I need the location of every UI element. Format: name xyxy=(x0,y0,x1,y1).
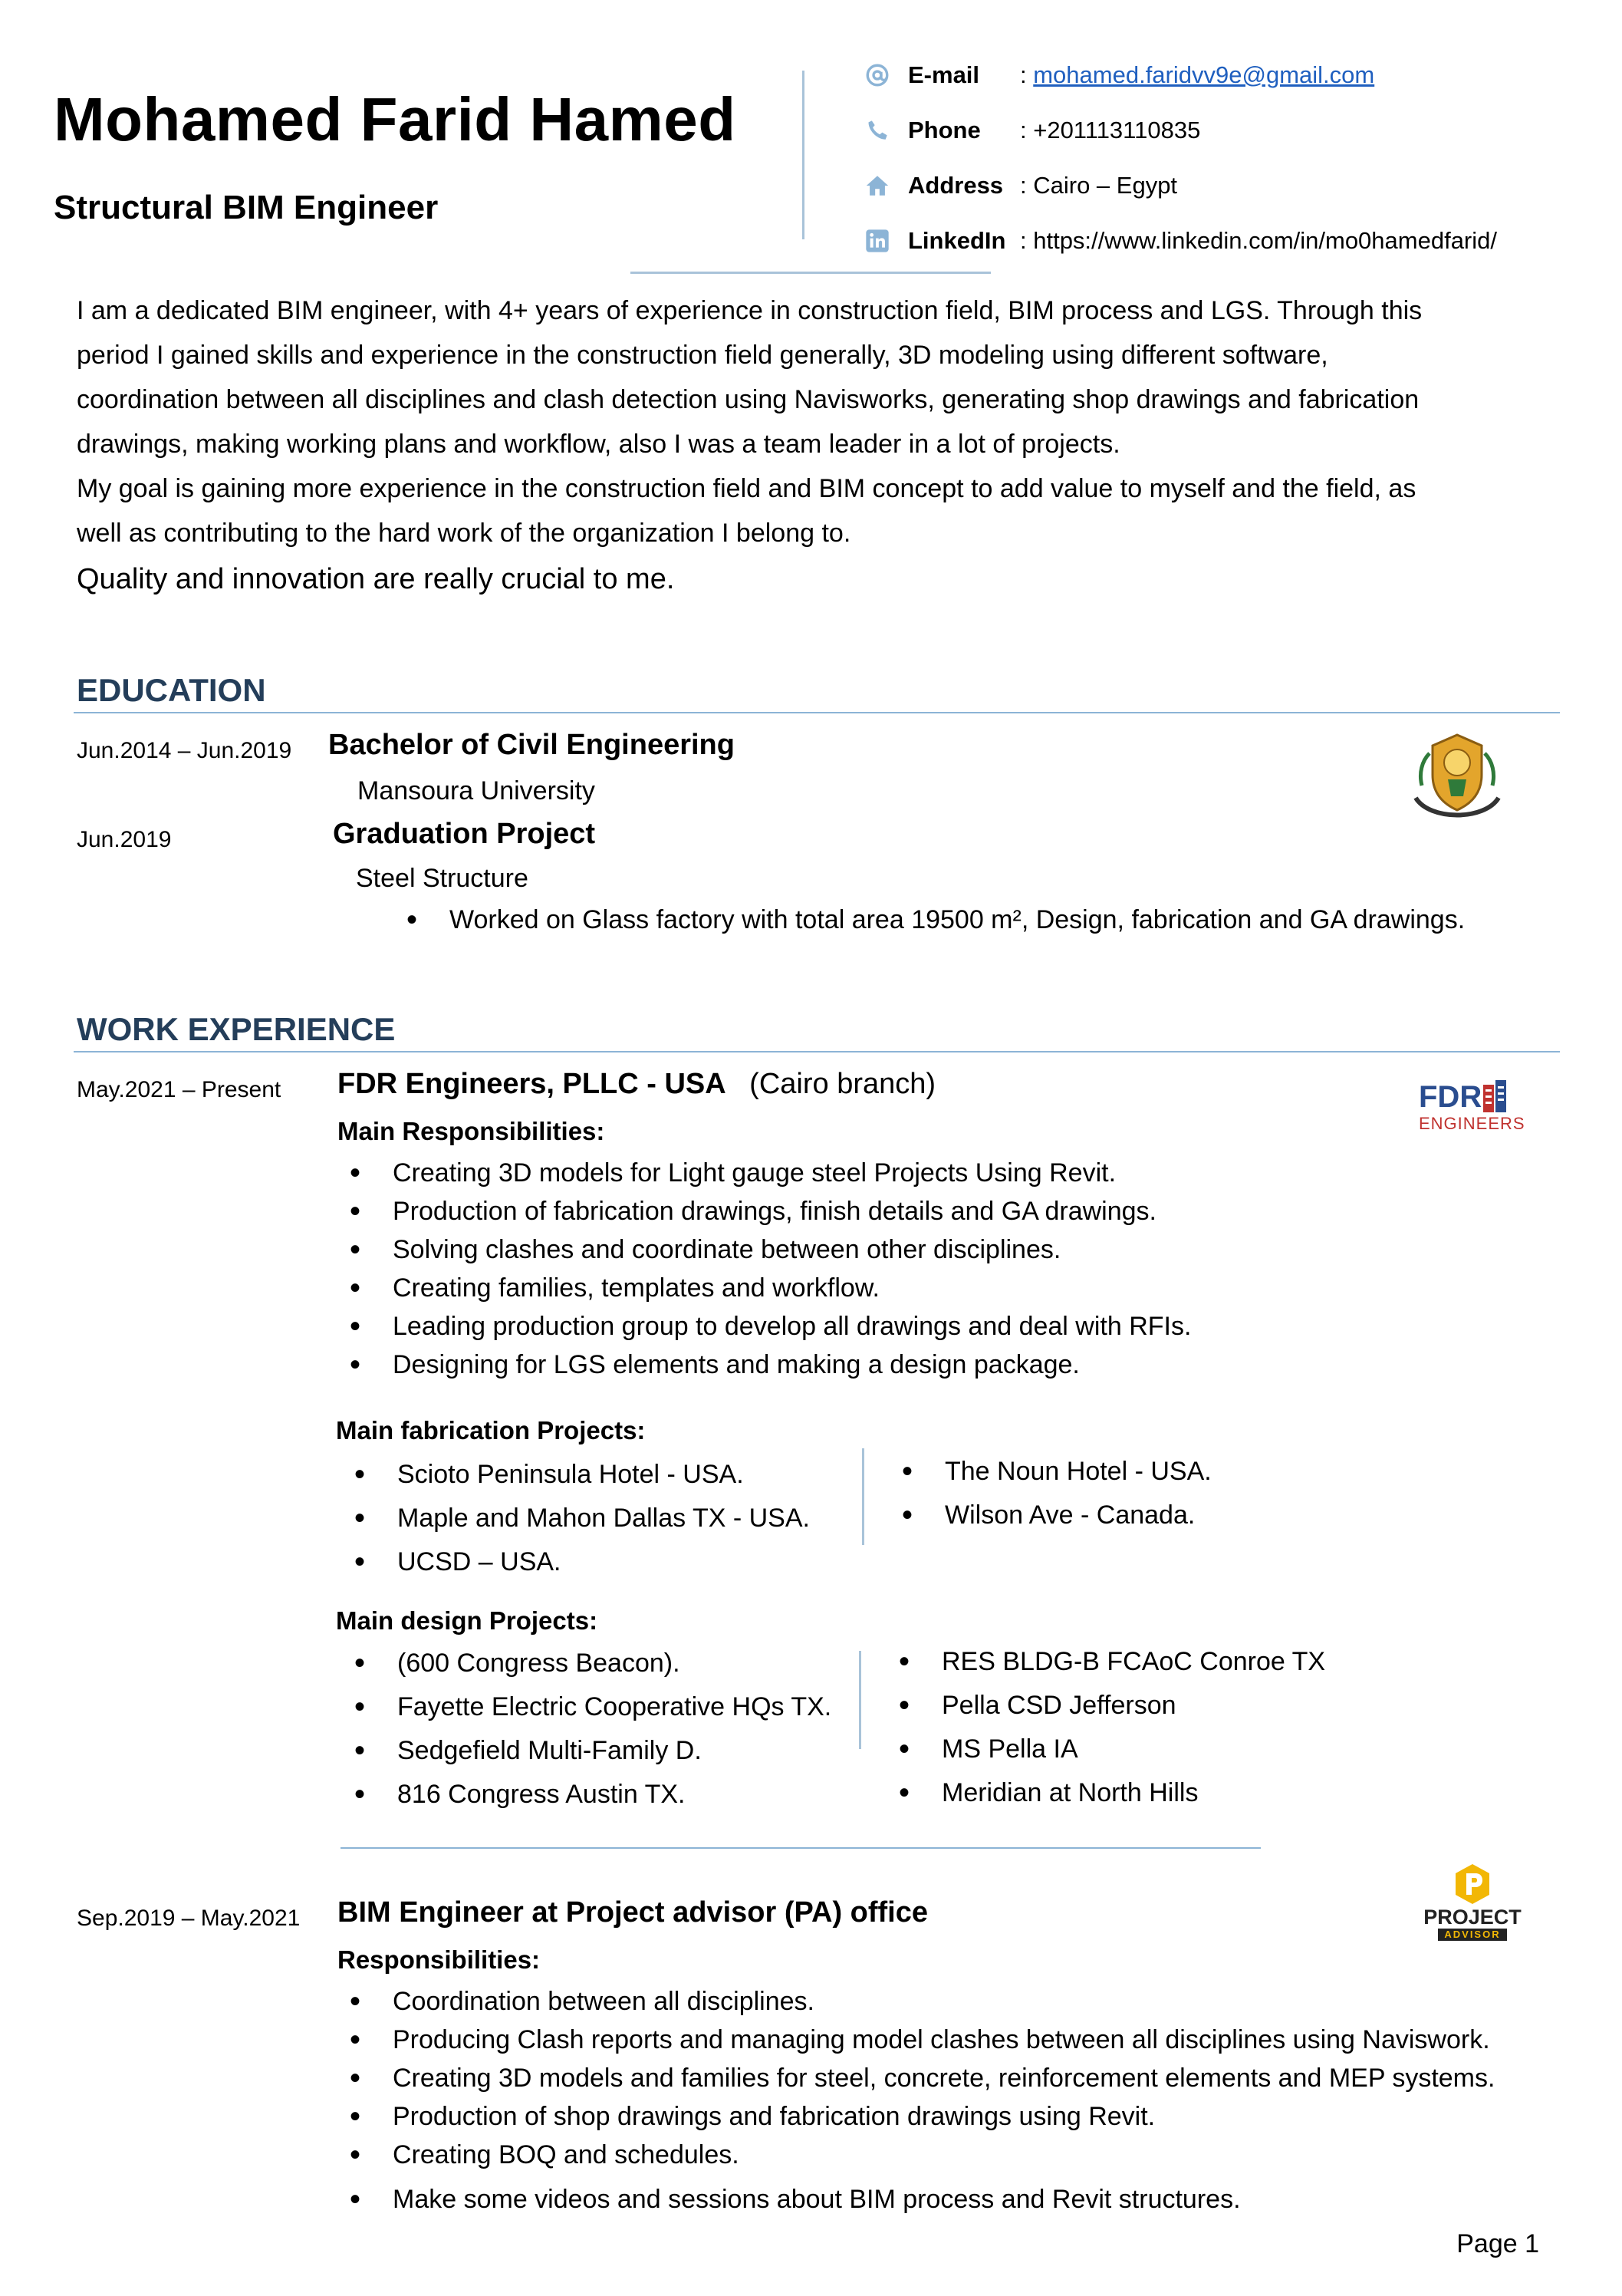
fdr-logo-text: FDR xyxy=(1419,1080,1482,1114)
job1-branch: (Cairo branch) xyxy=(749,1068,936,1100)
home-icon xyxy=(862,170,893,201)
linkedin-value[interactable]: : https://www.linkedin.com/in/mo0hamedfarid/ xyxy=(1020,227,1497,254)
degree-date: Jun.2014 – Jun.2019 xyxy=(77,738,292,763)
fabrication-projects-right xyxy=(902,1450,1212,1537)
address-label: Address xyxy=(908,172,1004,199)
design-projects-left xyxy=(354,1642,831,1817)
job2-title: BIM Engineer at Project advisor (PA) office xyxy=(337,1896,929,1929)
work-rule xyxy=(74,1051,1560,1052)
project-bullets xyxy=(406,901,1465,939)
email-label: E-mail xyxy=(908,61,980,88)
job2-responsibilities xyxy=(350,1982,1495,2219)
at-sign-icon xyxy=(862,60,893,91)
list-item: • Designing for LGS elements and making a design package. xyxy=(350,1346,1191,1384)
education-rule xyxy=(74,712,1560,713)
list-item: • Leading production group to develop all drawings and deal with RFIs. xyxy=(350,1307,1191,1346)
job-title: Structural BIM Engineer xyxy=(54,189,439,226)
list-item: • Sedgefield Multi-Family D. xyxy=(354,1729,831,1773)
job1-date: May.2021 – Present xyxy=(77,1077,281,1102)
design-projects-label: Main design Projects: xyxy=(336,1606,598,1635)
address-value: : Cairo – Egypt xyxy=(1020,172,1178,199)
list-item: • Solving clashes and coordinate between other disciplines. xyxy=(350,1230,1191,1269)
page-number: Page 1 xyxy=(1456,2229,1539,2258)
fdr-building-icon xyxy=(1482,1079,1508,1112)
list-item: • Wilson Ave - Canada. xyxy=(902,1494,1212,1537)
education-heading: EDUCATION xyxy=(77,672,266,708)
fdr-logo xyxy=(1419,1079,1525,1137)
summary-line: period I gained skills and experience in the construction field generally, 3D modeling using different software, xyxy=(77,341,1328,370)
phone-label: Phone xyxy=(908,117,981,143)
header-divider xyxy=(802,71,804,239)
list-item: • Make some videos and sessions about BIM process and Revit structures. xyxy=(350,2180,1495,2219)
project-title: Graduation Project xyxy=(333,818,596,850)
contact-linkedin-row xyxy=(862,219,1497,262)
university-logo xyxy=(1411,730,1503,830)
job1-responsibilities xyxy=(350,1154,1191,1384)
project-date: Jun.2019 xyxy=(77,827,172,852)
contact-address-row xyxy=(862,164,1177,207)
job-separator xyxy=(341,1847,1261,1849)
summary-line: well as contributing to the hard work of the organization I belong to. xyxy=(77,519,851,548)
list-item: • UCSD – USA. xyxy=(354,1540,810,1584)
summary-line: coordination between all disciplines and clash detection using Navisworks, generating shop drawings and fabrication xyxy=(77,385,1420,414)
profile-summary xyxy=(77,288,1557,603)
fabrication-projects-label: Main fabrication Projects: xyxy=(336,1416,646,1444)
list-item: • 816 Congress Austin TX. xyxy=(354,1773,831,1817)
summary-line: drawings, making working plans and workflow, also I was a team leader in a lot of projects. xyxy=(77,430,1120,459)
list-item: • RES BLDG-B FCAoC Conroe TX xyxy=(899,1640,1325,1684)
list-item: • MS Pella IA xyxy=(899,1728,1325,1771)
design-projects-right xyxy=(899,1640,1325,1815)
contact-phone-row xyxy=(862,109,1200,152)
header-underline xyxy=(630,272,991,274)
phone-icon xyxy=(862,115,893,146)
summary-line: Quality and innovation are really crucial to me. xyxy=(77,563,675,595)
email-link[interactable]: mohamed.faridvv9e@gmail.com xyxy=(1033,61,1375,88)
email-value: : mohamed.faridvv9e@gmail.com xyxy=(1020,61,1375,88)
list-item: • Producing Clash reports and managing model clashes between all disciplines using Naviswork. xyxy=(350,2021,1495,2059)
candidate-name: Mohamed Farid Hamed xyxy=(54,85,736,153)
design-column-divider xyxy=(859,1651,861,1749)
pa-logo-icon xyxy=(1453,1863,1492,1906)
job1-responsibilities-label: Main Responsibilities: xyxy=(337,1117,605,1145)
list-item: • Coordination between all disciplines. xyxy=(350,1982,1495,2021)
list-item: • Maple and Mahon Dallas TX - USA. xyxy=(354,1497,810,1540)
list-item: • The Noun Hotel - USA. xyxy=(902,1450,1212,1494)
contact-email-row xyxy=(862,54,1374,97)
phone-value: : +201113110835 xyxy=(1020,117,1201,143)
work-heading: WORK EXPERIENCE xyxy=(77,1011,396,1047)
list-item: • Creating families, templates and workflow. xyxy=(350,1269,1191,1307)
pa-logo-text: PROJECT xyxy=(1423,1906,1522,1929)
list-item: • (600 Congress Beacon). xyxy=(354,1642,831,1685)
fdr-logo-subtext: ENGINEERS xyxy=(1419,1114,1525,1133)
list-item: • Creating 3D models and families for steel, concrete, reinforcement elements and MEP systems. xyxy=(350,2059,1495,2097)
summary-line: My goal is gaining more experience in the construction field and BIM concept to add value to myself and the field, as xyxy=(77,474,1416,503)
list-item: • Pella CSD Jefferson xyxy=(899,1684,1325,1728)
summary-line: I am a dedicated BIM engineer, with 4+ years of experience in construction field, BIM process and LGS. Through this xyxy=(77,296,1423,325)
fabrication-projects-left xyxy=(354,1453,810,1584)
project-subject: Steel Structure xyxy=(356,864,528,893)
list-item: • Worked on Glass factory with total area 19500 m², Design, fabrication and GA drawings. xyxy=(406,901,1465,939)
list-item: • Scioto Peninsula Hotel - USA. xyxy=(354,1453,810,1497)
university-name: Mansoura University xyxy=(357,776,595,805)
linkedin-icon xyxy=(862,226,893,256)
list-item: • Creating BOQ and schedules. xyxy=(350,2136,1495,2174)
pa-logo-subtext: ADVISOR xyxy=(1438,1929,1506,1941)
list-item: • Production of fabrication drawings, finish details and GA drawings. xyxy=(350,1192,1191,1230)
linkedin-label: LinkedIn xyxy=(908,227,1006,254)
list-item: • Creating 3D models for Light gauge steel Projects Using Revit. xyxy=(350,1154,1191,1192)
job2-date: Sep.2019 – May.2021 xyxy=(77,1906,301,1931)
project-advisor-logo xyxy=(1419,1863,1526,1939)
list-item: • Production of shop drawings and fabrication drawings using Revit. xyxy=(350,2097,1495,2136)
job2-responsibilities-label: Responsibilities: xyxy=(337,1945,541,1974)
degree-title: Bachelor of Civil Engineering xyxy=(328,729,735,761)
job1-company: FDR Engineers, PLLC - USA xyxy=(337,1068,726,1100)
list-item: • Fayette Electric Cooperative HQs TX. xyxy=(354,1685,831,1729)
job1-heading xyxy=(337,1068,936,1101)
list-item: • Meridian at North Hills xyxy=(899,1771,1325,1815)
fabrication-column-divider xyxy=(862,1448,864,1545)
